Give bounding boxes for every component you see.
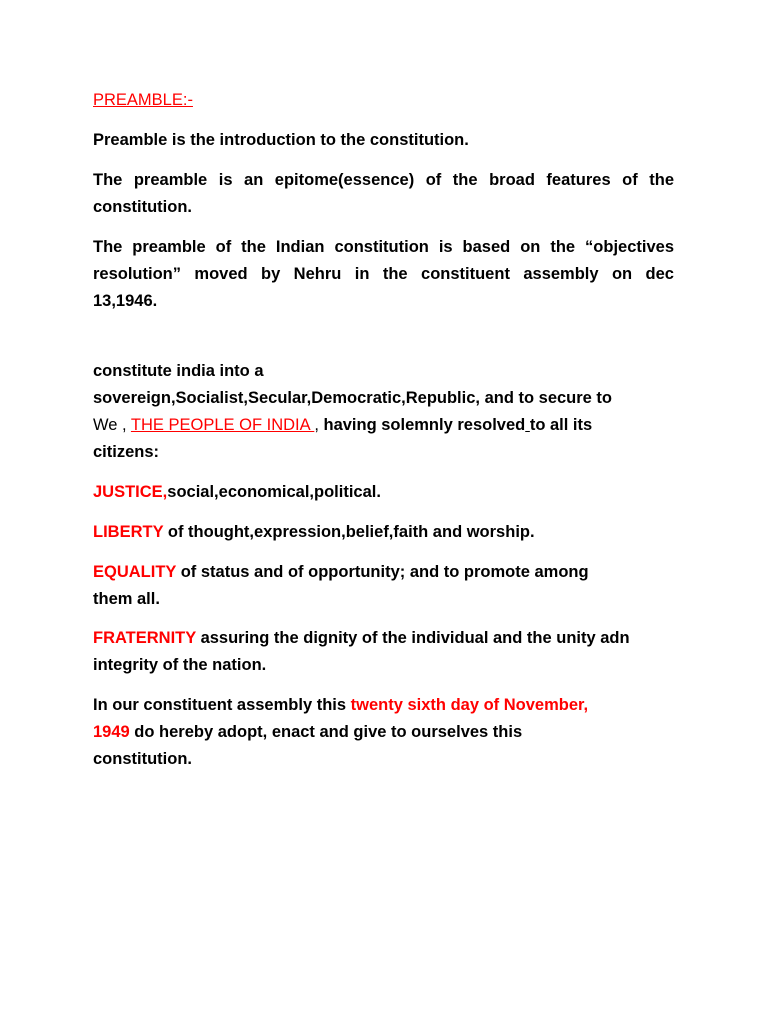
- liberty-line: [93, 522, 535, 542]
- closing-year: 1949: [93, 723, 130, 741]
- epitome-line-2: constitution.: [93, 198, 192, 216]
- constitute-line-4: citizens:: [93, 443, 160, 461]
- we-text: We ,: [93, 416, 131, 434]
- people-comma: ,: [314, 416, 319, 434]
- epitome-line-1: The preamble is an epitome(essence) of the broad features of the: [93, 171, 674, 189]
- fraternity-keyword: FRATERNITY: [93, 629, 196, 647]
- closing-line-3: constitution.: [93, 750, 192, 768]
- fraternity-line-1: [93, 628, 630, 648]
- objectives-line-1: The preamble of the Indian constitution is based on the “objectives: [93, 238, 674, 256]
- justice-keyword: JUSTICE,: [93, 483, 168, 501]
- closing-prefix: In our constituent assembly this: [93, 696, 351, 714]
- equality-keyword: EQUALITY: [93, 563, 177, 581]
- justice-line: [93, 482, 381, 502]
- closing-line-1: [93, 695, 588, 715]
- liberty-keyword: LIBERTY: [93, 523, 164, 541]
- preamble-heading: PREAMBLE:-: [93, 91, 193, 109]
- closing-line-2: [93, 722, 522, 742]
- closing-date: twenty sixth day of November,: [350, 696, 589, 714]
- equality-text: of status and of opportunity; and to promote among: [176, 563, 589, 581]
- constitute-line-2: sovereign,Socialist,Secular,Democratic,Republic, and to secure to: [93, 389, 613, 407]
- equality-line-1: [93, 562, 589, 582]
- constitute-line-3: [93, 415, 592, 435]
- fraternity-text: assuring the dignity of the individual and the unity adn: [195, 629, 630, 647]
- constitute-line-1: constitute india into a: [93, 362, 264, 380]
- intro-line: Preamble is the introduction to the constitution.: [93, 131, 469, 149]
- to-all-text: to all its: [529, 416, 593, 434]
- closing-adopt-text: do hereby adopt, enact and give to ourselves this: [129, 723, 523, 741]
- having-resolved-text: having solemnly resolved: [318, 416, 526, 434]
- liberty-text: of thought,expression,belief,faith and worship.: [163, 523, 535, 541]
- fraternity-line-2: integrity of the nation.: [93, 656, 267, 674]
- equality-line-2: them all.: [93, 590, 160, 608]
- objectives-line-3: 13,1946.: [93, 292, 158, 310]
- justice-text: social,economical,political.: [167, 483, 381, 501]
- people-of-india: THE PEOPLE OF INDIA: [130, 416, 315, 434]
- objectives-line-2: resolution” moved by Nehru in the constituent assembly on dec: [93, 265, 674, 283]
